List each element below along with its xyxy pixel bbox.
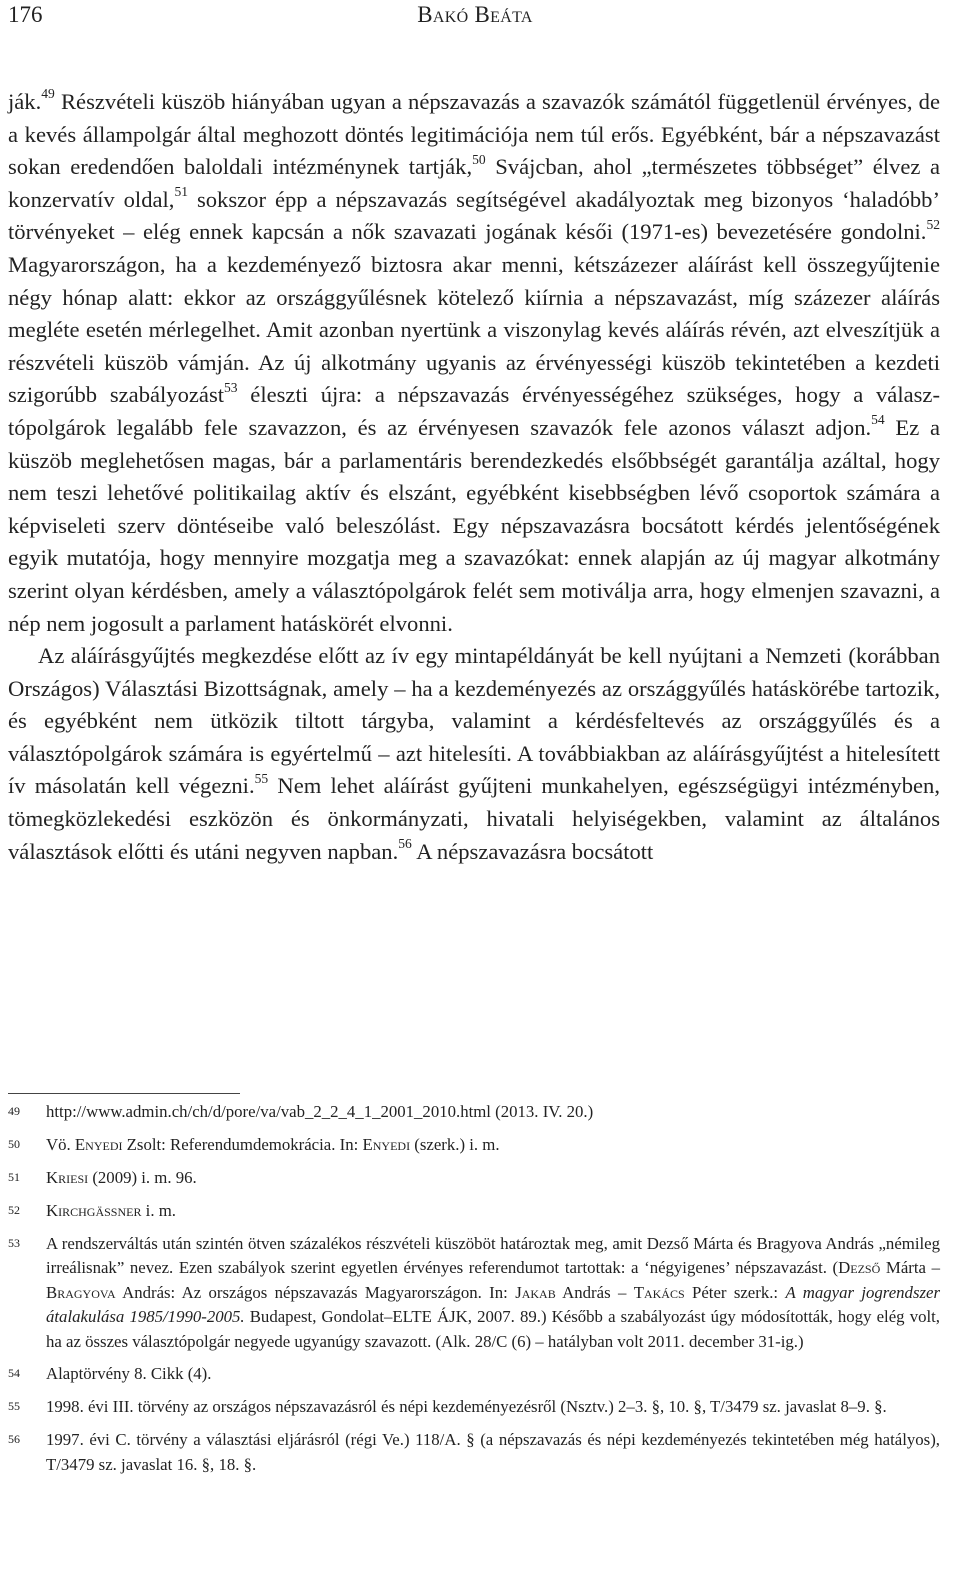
footnote-ref[interactable]: 50 xyxy=(472,151,486,167)
footnote-number: 54 xyxy=(8,1366,20,1381)
text-run: Részvételi küszöb hiányában ugyan a népszavazás a szavazók számától függetlenül érvényes, de a kevés állampolgár által meghozott döntés legitimációja nem túl erős. Egyébként, bár a népszavazást sokan eredendően baloldali intézménynek tartják, xyxy=(8,89,940,180)
text-run: A népszavazásra bocsátott xyxy=(411,838,654,864)
text-run: éleszti újra: a népszavazás érvényességéhez szükséges, hogy a választópolgárok legalább fele szavazzon, és az érvényesen szavazók fele azonos választ adjon. xyxy=(8,382,940,440)
footnote-text: Kriesi (2009) i. m. 96. xyxy=(46,1167,197,1187)
text-run: Nem lehet aláírást gyűjteni munkahelyen, egészségügyi intézményben, tömegközlekedési eszközön és önkormányzati, hivatali helyiségekben, valamint az általános választások előtti és utáni negyven napban. xyxy=(8,773,940,864)
footnote-number: 49 xyxy=(8,1104,20,1118)
footnote xyxy=(8,1166,940,1191)
footnote-ref[interactable]: 55 xyxy=(254,770,269,786)
footnote-ref[interactable]: 49 xyxy=(41,86,55,102)
footnote-number: 53 xyxy=(8,1235,20,1250)
footnotes xyxy=(8,1100,940,1486)
footnote-text: A rendszerváltás után szintén ötven százalékos részvételi küszöböt határoztak meg, amit Dezső Márta és Bragyova András „némileg irreálisnak” nevez. Ezen szabályok szerint egyetlen érvényes referendumot tartottak: a ‘négyigenes’ népszavazást. (Dezső Márta – Bragyova András: Az országos népszavazás Magyarországon. In: Jakab András – Takács Péter szerk.: A magyar jogrendszer átalakulása 1985/1990-2005. Budapest, Gondolat–ELTE ÁJK, 2007. 89.) Később a szabályozást úgy módosították, hogy elég volt, ha az összes választópolgár negyede ugyanúgy szavazott. (Alk. 28/C (6) – hatályban volt 2011. december 31-ig.) xyxy=(46,1233,940,1351)
footnote-number: 50 xyxy=(8,1136,20,1151)
footnote-text: Vö. Enyedi Zsolt: Referendumdemokrácia. In: Enyedi (szerk.) i. m. xyxy=(46,1134,500,1154)
footnote-text: 1997. évi C. törvény a választási eljárásról (régi Ve.) 118/A. § (a népszavazás és népi kezdeményezés tekintetében még hatályos), T/3479 sz. javaslat 16. §, 18. §. xyxy=(46,1430,940,1474)
paragraph xyxy=(8,86,940,640)
footnote-separator xyxy=(8,1093,240,1094)
text-run: ják. xyxy=(8,89,42,114)
footnote-number: 55 xyxy=(8,1399,20,1414)
page-header xyxy=(8,2,942,36)
footnote-text: Kirchgässner i. m. xyxy=(46,1200,176,1220)
footnote xyxy=(8,1232,940,1355)
footnote xyxy=(8,1395,940,1420)
footnote-number: 51 xyxy=(8,1169,20,1184)
running-head: Bakó Beáta xyxy=(417,2,533,27)
paragraph xyxy=(8,640,940,868)
footnote xyxy=(8,1100,940,1125)
text-run: Ez a küszöb meglehetősen magas, bár a parlamentáris berendezkedés elsőbbségét garantálja azáltal, hogy nem teszi lehetővé politikailag aktív és elszánt, egyébként kisebbségben lévő csoportok számára a képviseleti szerv döntéseibe való beleszólást. Egy népszavazásra bocsátott kérdés jelentőségének egyik mutatója, hogy mennyire mozgatja meg a szavazókat: ennek alapján az új magyar alkotmány szerint olyan kérdésben, amely a választópolgárok felét sem motiválja arra, hogy elmenjen szavazni, a nép nem jogosult a parlament hatáskörét elvonni. xyxy=(8,414,941,636)
footnote-number: 52 xyxy=(8,1202,20,1217)
footnote xyxy=(8,1362,940,1387)
page-number: 176 xyxy=(8,2,43,27)
footnote-ref[interactable]: 52 xyxy=(926,216,940,232)
footnote-ref[interactable]: 53 xyxy=(224,379,238,395)
text-run: Svájcban, ahol „természetes többséget” élvez a konzervatív oldal, xyxy=(8,154,940,212)
footnote-number: 56 xyxy=(8,1432,20,1447)
footnote-ref[interactable]: 56 xyxy=(398,836,412,852)
footnote xyxy=(8,1199,940,1224)
footnote-text: http://www.admin.ch/ch/d/pore/va/vab_2_2_4_1_2001_2010.html (2013. IV. 20.) xyxy=(46,1102,594,1121)
footnote-text: Alaptörvény 8. Cikk (4). xyxy=(46,1364,212,1384)
footnote-ref[interactable]: 51 xyxy=(174,184,188,200)
text-run: Magyarországon, ha a kezdeményező biztosra akar menni, kétszázezer aláírást kell összegyűjtenie négy hónap alatt: ekkor az országgyűlésnek kötelező kiírnia a népszavazást, míg százezer aláírás megléte esetén mérlegelhet. Amit azonban nyertünk a viszonylag kevés aláírás révén, azt elveszítjük a részvételi küszöb vámján. Az új alkotmány ugyanis az érvényességi küszöb tekintetében a kezdeti szigorúbb szabályozást xyxy=(8,251,940,408)
footnote-text: 1998. évi III. törvény az országos népszavazásról és népi kezdeményezésről (Nsztv.) 2–3. §, 10. §, T/3479 sz. javaslat 8–9. §. xyxy=(46,1397,887,1417)
text-run: sokszor épp a népszavazás segítségével akadályoztak meg bizonyos ‘haladóbb’ törvényeket – elég ennek kapcsán a nők szavazati jogának késői (1971-es) bevezetésére gondolni. xyxy=(8,186,941,245)
main-text xyxy=(8,86,940,868)
footnote xyxy=(8,1133,940,1158)
text-run: Az aláírásgyűjtés megkezdése előtt az ív egy mintapéldányát be kell nyújtani a Nemzeti (korábban Országos) Választási Bizottságnak, amely – ha a kezdeményezés az országgyűlés hatáskörébe tartozik, és egyébként nem ütközik tiltott tárgyba, valamint a kérdésfeltevés az országgyűlés és a választópolgárok számára is egyértelmű – azt hitelesíti. A továbbiakban az aláírásgyűjtést a hitelesített ív másolatán kell végezni. xyxy=(8,643,940,799)
footnote-ref[interactable]: 54 xyxy=(871,412,885,428)
footnote xyxy=(8,1428,940,1477)
